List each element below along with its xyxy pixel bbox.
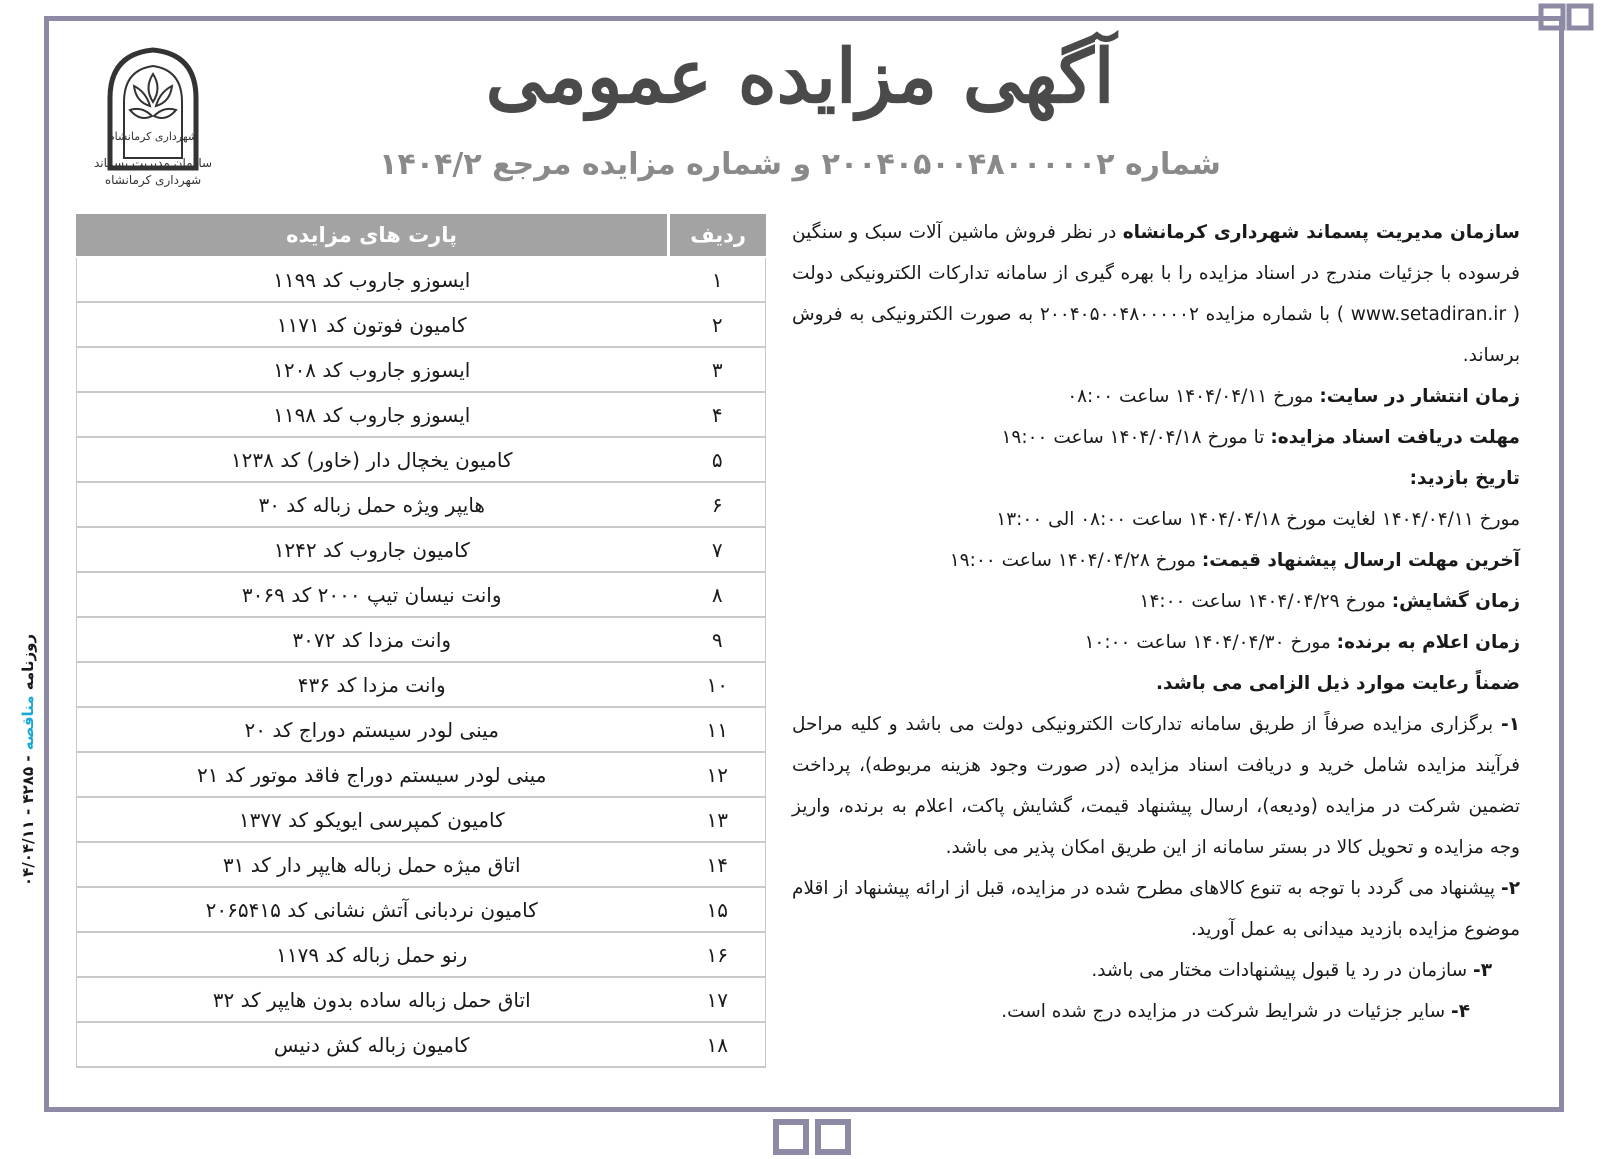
item-number: ۶ bbox=[666, 483, 766, 526]
item-number: ۲ bbox=[666, 303, 766, 346]
table-row bbox=[76, 528, 766, 573]
table-header bbox=[76, 214, 766, 258]
newspaper-side-label: روزنامه مناقصه - ۴۲۸۵ - ۰۴/۰۴/۱۱ bbox=[19, 633, 37, 887]
table-row bbox=[76, 1023, 766, 1068]
item-number: ۱۳ bbox=[666, 798, 766, 841]
notice-heading: ضمناً رعایت موارد ذیل الزامی می باشد. bbox=[1156, 673, 1520, 694]
item-name: کامیون زباله کش دنیس bbox=[76, 1023, 666, 1066]
page-title: آگهی مزایده عمومی bbox=[485, 34, 1115, 120]
item-name: وانت نیسان تیپ ۲۰۰۰ کد ۳۰۶۹ bbox=[76, 573, 666, 616]
item-number: ۱ bbox=[666, 258, 766, 301]
item-name: مینی لودر سیستم دوراج فاقد موتور کد ۲۱ bbox=[76, 753, 666, 796]
item-name: کامیون یخچال دار (خاور) کد ۱۲۳۸ bbox=[76, 438, 666, 481]
item-name: اتاق حمل زباله ساده بدون هایپر کد ۳۲ bbox=[76, 978, 666, 1021]
item-name: کامیون کمپرسی ایویکو کد ۱۳۷۷ bbox=[76, 798, 666, 841]
table-row bbox=[76, 348, 766, 393]
item-number: ۱۴ bbox=[666, 843, 766, 886]
auction-items-table bbox=[76, 214, 766, 1068]
visit-dates: مورخ ۱۴۰۴/۰۴/۱۱ لغایت مورخ ۱۴۰۴/۰۴/۱۸ ساعت ۰۸:۰۰ الی ۱۳:۰۰ bbox=[996, 509, 1520, 530]
item-name: وانت مزدا کد ۳۰۷۲ bbox=[76, 618, 666, 661]
corner-decoration bbox=[1537, 0, 1605, 40]
item-name: مینی لودر سیستم دوراج کد ۲۰ bbox=[76, 708, 666, 751]
logo-caption: سازمان مدیریت پسماند شهرداری کرمانشاه bbox=[93, 156, 213, 187]
table-row bbox=[76, 438, 766, 483]
opening-time: زمان گشایش: مورخ ۱۴۰۴/۰۴/۲۹ ساعت ۱۴:۰۰ bbox=[1139, 591, 1520, 612]
table-row bbox=[76, 393, 766, 438]
table-row bbox=[76, 573, 766, 618]
intro-paragraph: سازمان مدیریت پسماند شهرداری کرمانشاه در نظر فروش ماشین آلات سبک و سنگین فرسوده با جزئیات مندرج در اسناد مزایده را با بهره گیری از سامانه تدارکات الکترونیکی دولت ( www.setadiran.ir ) با شماره مزایده ۲۰۰۴۰۵۰۰۴۸۰۰۰۰۰۲ به صورت الکترونیکی به فروش برساند. bbox=[792, 222, 1520, 366]
item-name: ایسوزو جاروب کد ۱۲۰۸ bbox=[76, 348, 666, 391]
announcement-body bbox=[792, 212, 1520, 1032]
table-row bbox=[76, 978, 766, 1023]
header-items: پارت های مزایده bbox=[286, 223, 458, 247]
item-number: ۸ bbox=[666, 573, 766, 616]
docs-deadline: مهلت دریافت اسناد مزایده: تا مورخ ۱۴۰۴/۰۴/۱۸ ساعت ۱۹:۰۰ bbox=[1001, 427, 1520, 448]
item-number: ۱۱ bbox=[666, 708, 766, 751]
header-row-number: ردیف bbox=[667, 214, 766, 256]
bid-deadline: آخرین مهلت ارسال پیشنهاد قیمت: مورخ ۱۴۰۴/۰۴/۲۸ ساعت ۱۹:۰۰ bbox=[949, 550, 1520, 571]
condition-4: ۴- سایر جزئیات در شرایط شرکت در مزایده درج شده است. bbox=[1001, 1001, 1470, 1022]
table-row bbox=[76, 708, 766, 753]
table-row bbox=[76, 303, 766, 348]
item-number: ۹ bbox=[666, 618, 766, 661]
item-number: ۱۲ bbox=[666, 753, 766, 796]
item-name: کامیون فوتون کد ۱۱۷۱ bbox=[76, 303, 666, 346]
visit-label: تاریخ بازدید: bbox=[1409, 468, 1520, 489]
newspaper-brand: مناقصه bbox=[19, 695, 37, 751]
item-name: ایسوزو جاروب کد ۱۱۹۸ bbox=[76, 393, 666, 436]
item-name: رنو حمل زباله کد ۱۱۷۹ bbox=[76, 933, 666, 976]
table-row bbox=[76, 843, 766, 888]
table-row bbox=[76, 888, 766, 933]
condition-3: ۳- سازمان در رد یا قبول پیشنهادات مختار می باشد. bbox=[1091, 960, 1492, 981]
table-row bbox=[76, 258, 766, 303]
item-number: ۷ bbox=[666, 528, 766, 571]
item-name: اتاق میژه حمل زباله هایپر دار کد ۳۱ bbox=[76, 843, 666, 886]
winner-announcement: زمان اعلام به برنده: مورخ ۱۴۰۴/۰۴/۳۰ ساعت ۱۰:۰۰ bbox=[1084, 632, 1520, 653]
item-number: ۱۶ bbox=[666, 933, 766, 976]
table-row bbox=[76, 663, 766, 708]
publish-time: زمان انتشار در سایت: مورخ ۱۴۰۴/۰۴/۱۱ ساعت ۰۸:۰۰ bbox=[1067, 386, 1520, 407]
item-name: کامیون جاروب کد ۱۲۴۲ bbox=[76, 528, 666, 571]
item-number: ۵ bbox=[666, 438, 766, 481]
item-number: ۱۰ bbox=[666, 663, 766, 706]
item-name: کامیون نردبانی آتش نشانی کد ۲۰۶۵۴۱۵ bbox=[76, 888, 666, 931]
item-number: ۳ bbox=[666, 348, 766, 391]
item-number: ۱۸ bbox=[666, 1023, 766, 1066]
table-row bbox=[76, 798, 766, 843]
table-row bbox=[76, 618, 766, 663]
condition-1: ۱- برگزاری مزایده صرفاً از طریق سامانه تدارکات الکترونیکی دولت می باشد و کلیه مراحل فرآیند مزایده شامل خرید و دریافت اسناد مزایده (در صورت وجود هزینه مربوطه)، پرداخت تضمین شرکت در مزایده (ودیعه)، ارسال پیشنهاد قیمت، گشایش پاکت، اعلام به برنده، واریز وجه مزایده و تحویل کالا در بستر سامانه از این طریق امکان پذیر می باشد. bbox=[792, 714, 1520, 858]
table-row bbox=[76, 753, 766, 798]
item-number: ۴ bbox=[666, 393, 766, 436]
table-row bbox=[76, 483, 766, 528]
condition-2: ۲- پیشنهاد می گردد با توجه به تنوع کالاهای مطرح شده در مزایده، قبل از ارائه پیشنهاد از اقلام موضوع مزایده بازدید میدانی به عمل آورید. bbox=[792, 878, 1520, 940]
item-number: ۱۷ bbox=[666, 978, 766, 1021]
item-number: ۱۵ bbox=[666, 888, 766, 931]
svg-text:شهرداری کرمانشاه: شهرداری کرمانشاه bbox=[108, 130, 198, 143]
item-name: هایپر ویژه حمل زباله کد ۳۰ bbox=[76, 483, 666, 526]
table-row bbox=[76, 933, 766, 978]
bottom-decoration bbox=[770, 1114, 860, 1159]
item-name: ایسوزو جاروب کد ۱۱۹۹ bbox=[76, 258, 666, 301]
tender-number: شماره ۲۰۰۴۰۵۰۰۴۸۰۰۰۰۰۲ و شماره مزایده مرجع ۱۴۰۴/۲ bbox=[379, 147, 1221, 182]
item-name: وانت مزدا کد ۴۳۶ bbox=[76, 663, 666, 706]
